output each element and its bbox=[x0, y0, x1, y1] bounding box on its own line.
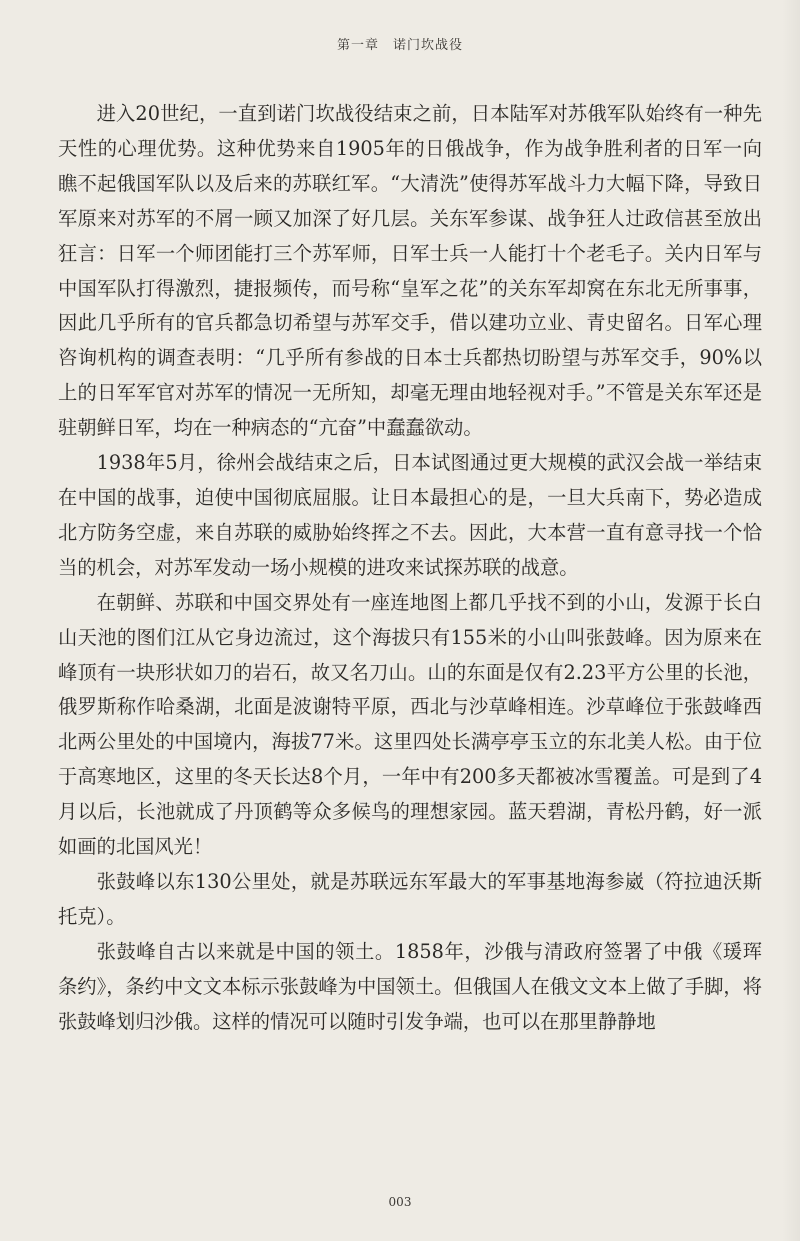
body-text bbox=[58, 97, 762, 1039]
paragraph-1: 进入20世纪，一直到诺门坎战役结束之前，日本陆军对苏俄军队始终有一种先天性的心理优势。这种优势来自1905年的日俄战争，作为战争胜利者的日军一向瞧不起俄国军队以及后来的苏联红军。“大清洗”使得苏军战斗力大幅下降，导致日军原来对苏军的不屑一顾又加深了好几层。关东军参谋、战争狂人辻政信甚至放出狂言：日军一个师团能打三个苏军师，日军士兵一人能打十个老毛子。关内日军与中国军队打得激烈，捷报频传，而号称“皇军之花”的关东军却窝在东北无所事事，因此几乎所有的官兵都急切希望与苏军交手，借以建功立业、青史留名。日军心理咨询机构的调查表明：“几乎所有参战的日本士兵都热切盼望与苏军交手，90%以上的日军军官对苏军的情况一无所知，却毫无理由地轻视对手。”不管是关东军还是驻朝鲜日军，均在一种病态的“亢奋”中蠢蠢欲动。 bbox=[58, 102, 762, 440]
running-header: 第一章 诺门坎战役 bbox=[336, 38, 463, 53]
paragraph-5: 张鼓峰自古以来就是中国的领土。1858年，沙俄与清政府签署了中俄《瑗珲条约》，条约中文文本标示张鼓峰为中国领土。但俄国人在俄文文本上做了手脚，将张鼓峰划归沙俄。这样的情况可以随时引发争端，也可以在那里静静地 bbox=[58, 939, 762, 1033]
paragraph-3: 在朝鲜、苏联和中国交界处有一座连地图上都几乎找不到的小山，发源于长白山天池的图们江从它身边流过，这个海拔只有155米的小山叫张鼓峰。因为原来在峰顶有一块形状如刀的岩石，故又名刀山。山的东面是仅有2.23平方公里的长池，俄罗斯称作哈桑湖，北面是波谢特平原，西北与沙草峰相连。沙草峰位于张鼓峰西北两公里处的中国境内，海拔77米。这里四处长满亭亭玉立的东北美人松。由于位于高寒地区，这里的冬天长达8个月，一年中有200多天都被冰雪覆盖。可是到了4月以后，长池就成了丹顶鹤等众多候鸟的理想家园。蓝天碧湖，青松丹鹤，好一派如画的北国风光！ bbox=[58, 590, 762, 859]
page-number: 003 bbox=[388, 1195, 412, 1209]
paragraph-4: 张鼓峰以东130公里处，就是苏联远东军最大的军事基地海参崴（符拉迪沃斯托克）。 bbox=[58, 869, 762, 928]
paragraph-2: 1938年5月，徐州会战结束之后，日本试图通过更大规模的武汉会战一举结束在中国的战事，迫使中国彻底屈服。让日本最担心的是，一旦大兵南下，势必造成北方防务空虚，来自苏联的威胁始终挥之不去。因此，大本营一直有意寻找一个恰当的机会，对苏军发动一场小规模的进攻来试探苏联的战意。 bbox=[58, 451, 762, 579]
page-edge-shadow bbox=[782, 0, 800, 1241]
